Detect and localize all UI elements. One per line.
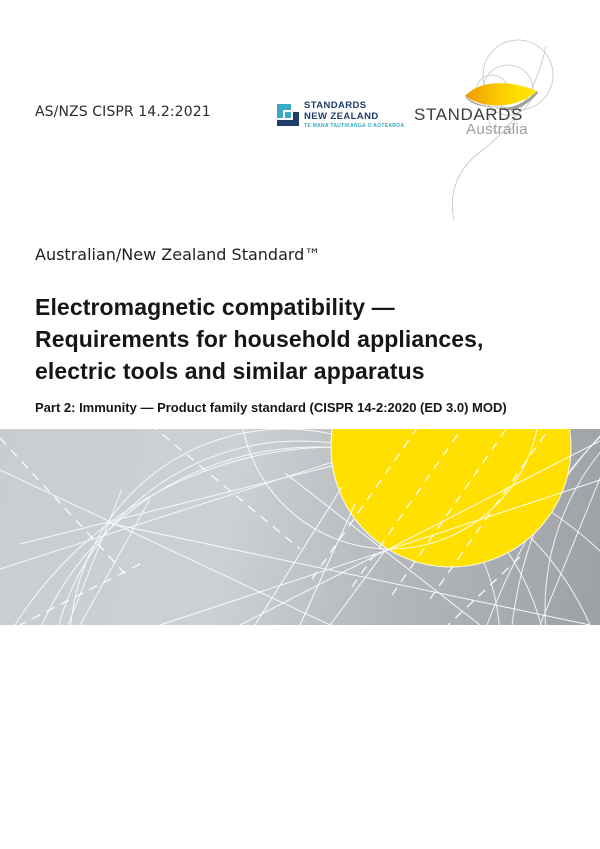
banner-geometry-graphic	[0, 429, 600, 625]
document-subtitle: Part 2: Immunity — Product family standard (CISPR 14-2:2020 (ED 3.0) MOD)	[35, 400, 507, 415]
designation-line: Australian/New Zealand Standard™	[35, 245, 321, 264]
sa-logo-sub: Australia	[466, 121, 528, 138]
snz-logo-tagline: TE MANA TAUTIKANGA O AOTEAROA.	[304, 123, 406, 129]
document-title	[35, 291, 565, 387]
standard-number: AS/NZS CISPR 14.2:2021	[35, 104, 211, 120]
snz-logo-line2: NEW ZEALAND	[304, 110, 379, 122]
standards-nz-logo-icon	[277, 104, 299, 126]
standards-nz-logo	[277, 101, 406, 129]
snz-logo-line1: STANDARDS	[304, 100, 367, 111]
title-line-3: electric tools and similar apparatus	[35, 358, 425, 384]
title-line-2: Requirements for household appliances,	[35, 326, 484, 352]
sa-logo-name: STANDARDS	[414, 105, 523, 124]
standards-australia-logo	[412, 30, 588, 228]
cover-banner	[0, 429, 600, 625]
title-line-1: Electromagnetic compatibility —	[35, 294, 395, 320]
